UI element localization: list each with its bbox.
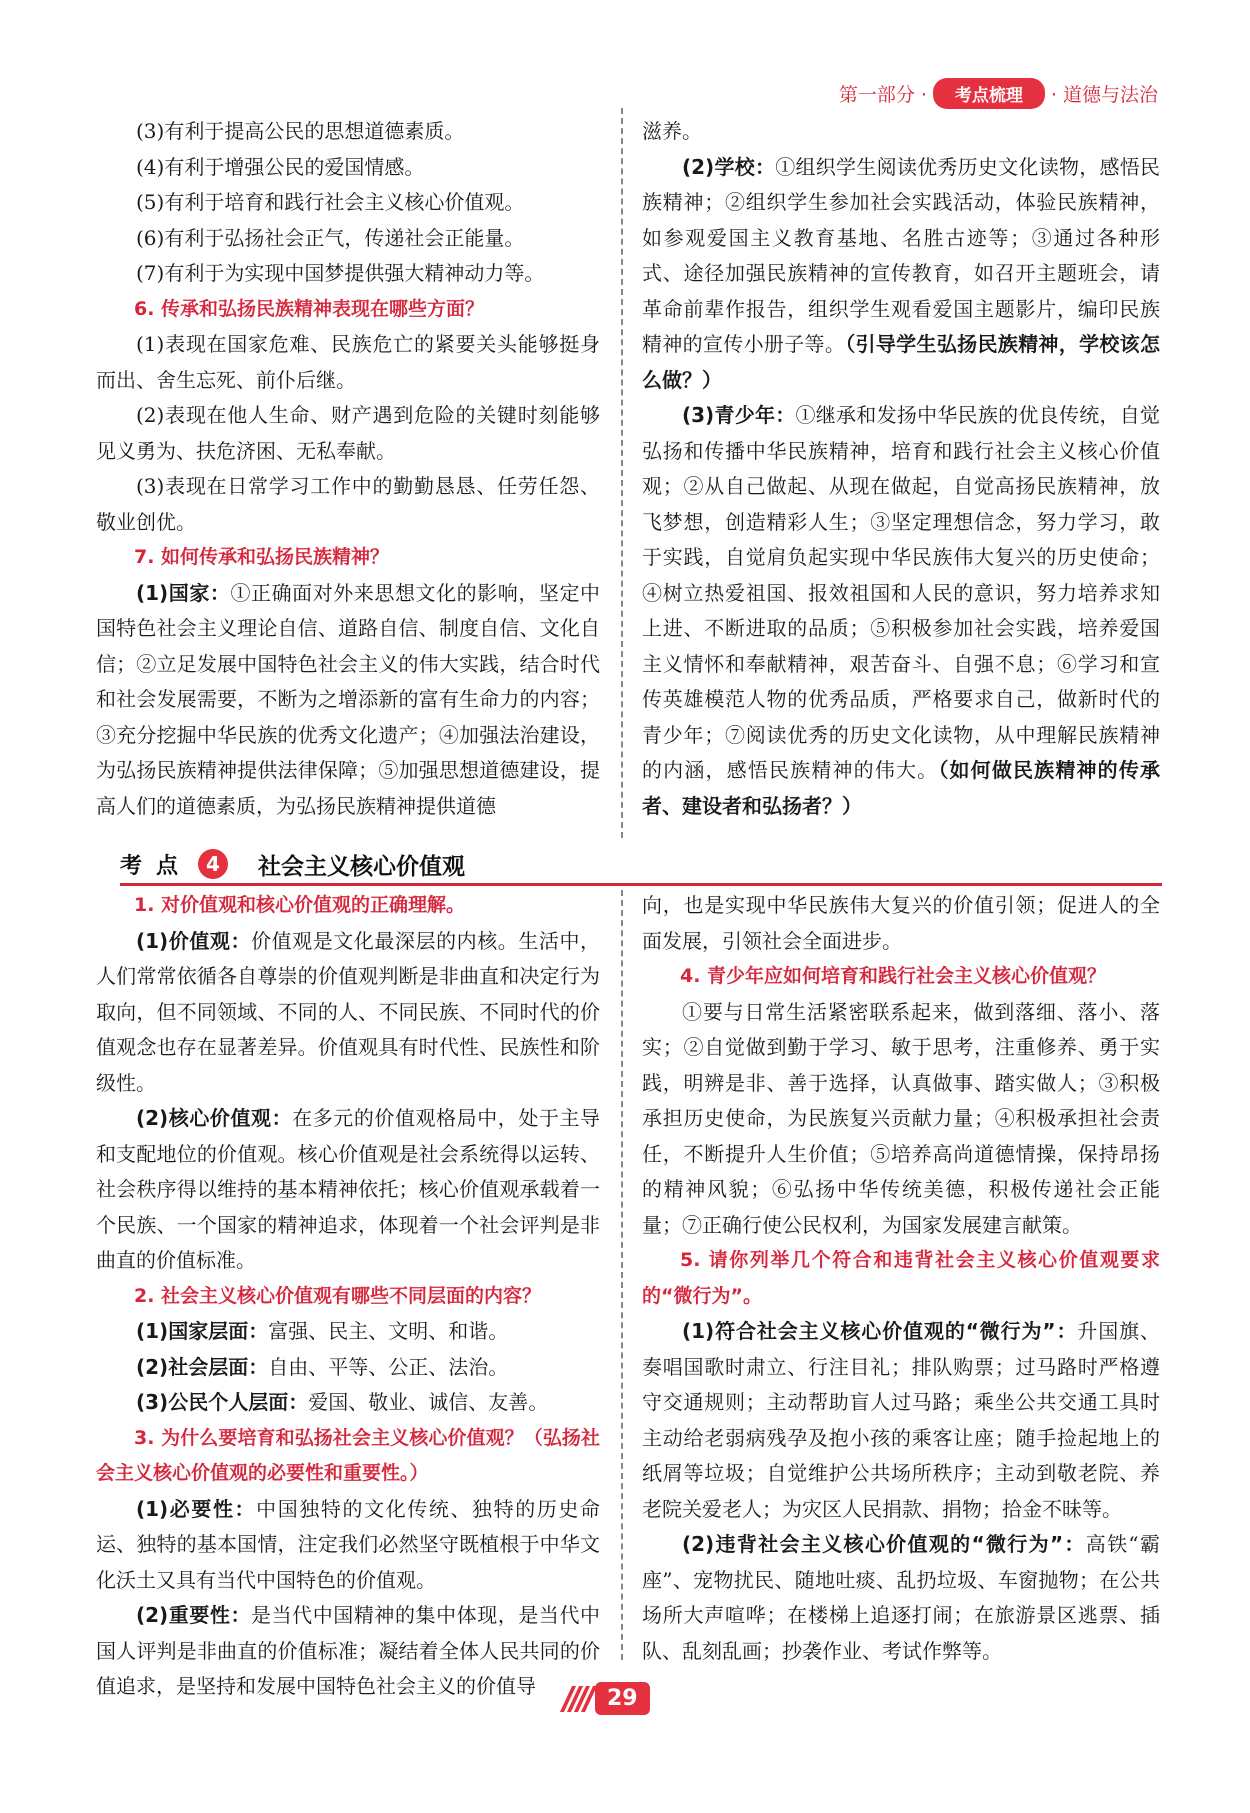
answer-text: ①继承和发扬中华民族的优良传统，自觉弘扬和传播中华民族精神，培育和践行社会主义核心价值观；②从自己做起、从现在做起，自觉高扬民族精神，放飞梦想，创造精彩人生；③坚定理想信念，努力学习，敢于实践，自觉肩负起实现中华民族伟大复兴的历史使命；④树立热爱祖国、报效祖国和人民的意识，努力培养求知上进、不断进取的品质；⑤积极参加社会实践，培养爱国主义情怀和奉献精神，艰苦奋斗、自强不息；⑥学习和宣传英雄模范人物的优秀品质，严格要求自己，做新时代的青少年；⑦阅读优秀的历史文化读物，从中理解民族精神的内涵，感悟民族精神的伟大。	[642, 403, 1160, 782]
section-title: 社会主义核心价值观	[258, 853, 466, 880]
answer-label: (3)公民个人层面：	[136, 1390, 309, 1414]
top-right-column	[642, 114, 1160, 824]
paragraph	[642, 1314, 1160, 1527]
answer-note: （引导学生弘扬民族精神，学校该怎么做？）	[642, 332, 1161, 392]
section-heading	[120, 846, 1162, 882]
page-number: 29	[595, 1682, 650, 1715]
answer-text: 价值观是文化最深层的内核。生活中，人们常常依循各自尊崇的价值观判断是非曲直和决定行为取向，但不同领域、不同的人、不同民族、不同时代的价值观念也存在显著差异。价值观具有时代性、民族性和阶级性。	[96, 928, 601, 1095]
paragraph: (4)有利于增强公民的爱国情感。	[136, 154, 425, 179]
paragraph	[96, 924, 600, 1102]
answer-label: (1)国家层面：	[136, 1319, 269, 1343]
page-number-decoration	[566, 1686, 591, 1712]
answer-text: 自由、平等、公正、法治。	[268, 1354, 509, 1379]
question-heading: 5. 请你列举几个符合和违背社会主义核心价值观要求的“微行为”。	[642, 1249, 1160, 1307]
section-underline	[120, 883, 1162, 886]
top-left-column	[96, 114, 600, 824]
paragraph: 滋养。	[642, 119, 702, 143]
page-footer	[566, 1682, 650, 1715]
paragraph: (1)表现在国家危难、民族危亡的紧要关头能够挺身而出、舍生忘死、前仆后继。	[96, 332, 600, 392]
paragraph	[96, 1385, 600, 1421]
column-divider	[621, 108, 623, 838]
paragraph	[96, 576, 600, 825]
paragraph	[642, 150, 1160, 399]
answer-text: 高铁“霸座”、宠物扰民、随地吐痰、乱扔垃圾、车窗抛物；在公共场所大声喧哗；在楼梯上追逐打闹；在旅游景区逃票、插队、乱刻乱画；抄袭作业、考试作弊等。	[642, 1532, 1160, 1663]
bottom-left-column	[96, 888, 600, 1705]
answer-label: (1)符合社会主义核心价值观的“微行为”：	[682, 1319, 1078, 1343]
answer-text: 在多元的价值观格局中，处于主导和支配地位的价值观。核心价值观是社会系统得以运转、社会秩序得以维持的基本精神依托；核心价值观承载着一个民族、一个国家的精神追求，体现着一个社会评判是非曲直的价值标准。	[96, 1106, 601, 1272]
answer-text: 富强、民主、文明、和谐。	[268, 1319, 509, 1343]
header-subject: · 道德与法治	[1050, 84, 1158, 106]
paragraph: (5)有利于培育和践行社会主义核心价值观。	[136, 190, 525, 214]
answer-text: ①组织学生阅读优秀历史文化读物，感悟民族精神；②组织学生参加社会实践活动，体验民族精神，如参观爱国主义教育基地、名胜古迹等；③通过各种形式、途径加强民族精神的宣传教育，如召开主题班会，请革命前辈作报告，组织学生观看爱国主题影片，编印民族精神的宣传小册子等。	[642, 154, 1161, 356]
paragraph	[96, 1101, 600, 1279]
paragraph	[642, 1527, 1160, 1669]
paragraph	[96, 1314, 600, 1350]
answer-label: (2)违背社会主义核心价值观的“微行为”：	[682, 1532, 1086, 1556]
answer-text: 是当代中国精神的集中体现，是当代中国人评判是非曲直的价值标准；凝结着全体人民共同的价值追求，是坚持和发展中国特色社会主义的价值导	[96, 1603, 601, 1698]
section-number-badge: 4	[198, 849, 228, 879]
bottom-right-column	[642, 888, 1160, 1669]
paragraph: (3)有利于提高公民的思想道德素质。	[136, 119, 465, 143]
paragraph: 向，也是实现中华民族伟大复兴的价值引领；促进人的全面发展，引领社会全面进步。	[642, 893, 1160, 953]
header-part: 第一部分 ·	[838, 84, 927, 106]
question-heading: 7. 如何传承和弘扬民族精神？	[134, 546, 390, 568]
answer-label: (1)价值观：	[136, 928, 252, 953]
answer-text: 爱国、敬业、诚信、友善。	[308, 1390, 549, 1414]
answer-label: (2)核心价值观：	[136, 1106, 293, 1130]
paragraph	[642, 398, 1160, 824]
answer-text: 中国独特的文化传统、独特的历史命运、独特的基本国情，注定我们必然坚守既植根于中华文化沃土又具有当代中国特色的价值观。	[96, 1496, 601, 1592]
answer-text: 升国旗、奏唱国歌时肃立、行注目礼；排队购票；过马路时严格遵守交通规则；主动帮助盲人过马路；乘坐公共交通工具时主动给老弱病残孕及抱小孩的乘客让座；随手捡起地上的纸屑等垃圾；自觉维护公共场所秩序；主动到敬老院、养老院关爱老人；为灾区人民捐款、捐物；拾金不昧等。	[642, 1319, 1160, 1521]
question-heading: 1. 对价值观和核心价值观的正确理解。	[134, 894, 466, 916]
paragraph: (7)有利于为实现中国梦提供强大精神动力等。	[136, 261, 545, 285]
page-header	[839, 78, 1158, 109]
answer-text: ①正确面对外来思想文化的影响，坚定中国特色社会主义理论自信、道路自信、制度自信、文化自信；②立足发展中国特色社会主义的伟大实践，结合时代和社会发展需要，不断为之增添新的富有生命力的内容；③充分挖掘中华民族的优秀文化遗产；④加强法治建设，为弘扬民族精神提供法律保障；⑤加强思想道德建设，提高人们的道德素质，为弘扬民族精神提供道德	[96, 580, 601, 818]
header-section-pill: 考点梳理	[933, 78, 1045, 109]
answer-label: (2)学校：	[682, 154, 776, 179]
answer-label: (1)国家：	[136, 580, 231, 605]
question-heading: 2. 社会主义核心价值观有哪些不同层面的内容？	[134, 1284, 542, 1307]
paragraph	[96, 1350, 600, 1386]
question-heading: 4. 青少年应如何培育和践行社会主义核心价值观？	[680, 965, 1107, 987]
paragraph	[96, 1598, 600, 1705]
answer-label: (3)青少年：	[682, 403, 796, 427]
answer-note: （如何做民族精神的传承者、建设者和弘扬者？）	[642, 758, 1161, 818]
question-heading: 6. 传承和弘扬民族精神表现在哪些方面？	[134, 297, 485, 320]
answer-label: (2)社会层面：	[136, 1354, 269, 1379]
question-heading: 3. 为什么要培育和弘扬社会主义核心价值观？（弘扬社会主义核心价值观的必要性和重要性。）	[96, 1426, 600, 1484]
paragraph	[96, 1492, 600, 1599]
paragraph: (2)表现在他人生命、财产遇到危险的关键时刻能够见义勇为、扶危济困、无私奉献。	[96, 403, 600, 463]
column-divider	[621, 890, 623, 1660]
paragraph: ①要与日常生活紧密联系起来，做到落细、落小、落实；②自觉做到勤于学习、敏于思考，注重修养、勇于实践，明辨是非、善于选择，认真做事、踏实做人；③积极承担历史使命，为民族复兴贡献力量；④积极承担社会责任，不断提升人生价值；⑤培养高尚道德情操，保持昂扬的精神风貌；⑥弘扬中华传统美德，积极传递社会正能量；⑦正确行使公民权利，为国家发展建言献策。	[642, 999, 1160, 1237]
section-label: 考点	[120, 853, 193, 879]
answer-label: (1)必要性：	[136, 1496, 257, 1521]
paragraph: (6)有利于弘扬社会正气，传递社会正能量。	[136, 225, 525, 250]
paragraph: (3)表现在日常学习工作中的勤勤恳恳、任劳任怨、敬业创优。	[96, 474, 600, 534]
answer-label: (2)重要性：	[136, 1603, 252, 1627]
